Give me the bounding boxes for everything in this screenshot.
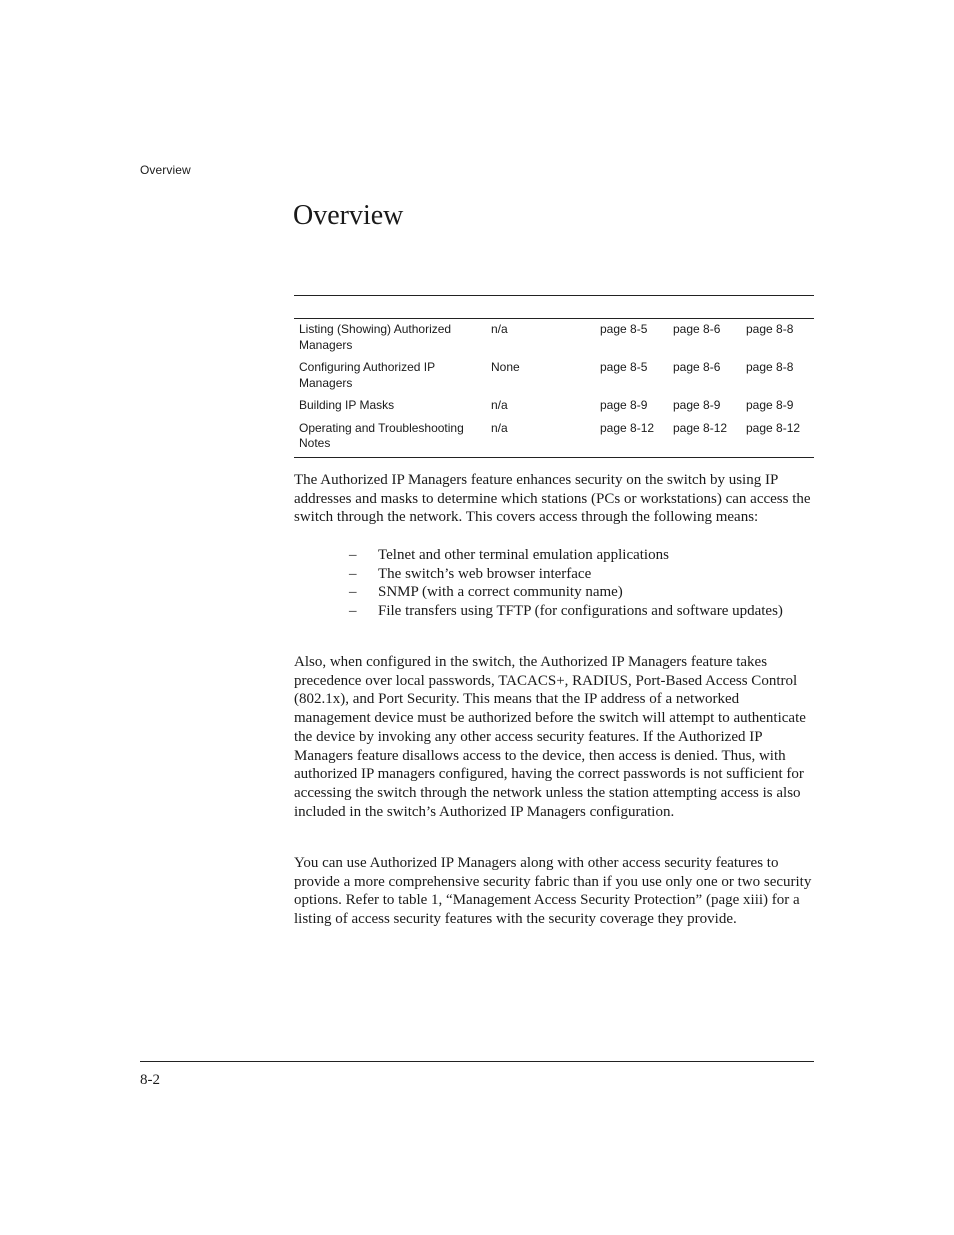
- list-item: [294, 583, 816, 602]
- access-means-list: [294, 546, 816, 621]
- list-item-text: The switch’s web browser interface: [378, 565, 592, 582]
- dash-bullet: –: [349, 547, 357, 563]
- footer-rule: [140, 1061, 814, 1062]
- menu-ref-cell: page 8-5: [600, 360, 648, 374]
- cli-ref-cell: page 8-6: [673, 360, 721, 374]
- menu-ref-cell: page 8-9: [600, 398, 648, 412]
- cli-ref-cell: page 8-12: [673, 420, 728, 435]
- default-cell: n/a: [491, 398, 508, 412]
- page-title: Overview: [293, 200, 404, 231]
- web-ref-cell: page 8-8: [746, 360, 794, 374]
- table-body: [294, 319, 814, 457]
- dash-bullet: –: [349, 603, 357, 620]
- precedence-paragraph: Also, when configured in the switch, the Authorized IP Managers feature takes precedence over local passwords, TACACS+, RADIUS, Port-Based Access Control (802.1x), and Port Security. This means that the IP address of a networked management device must be authorized before the switch will attempt to authenticate the device by invoking any other access security features. If the Authorized IP Managers feature disallows access to the device, then access is denied. Thus, with authorized IP managers configured, having the correct passwords is not sufficient for accessing the switch through the network unless the station attempting access is also included in the switch’s Authorized IP Managers configuration.: [294, 654, 806, 820]
- default-cell: None: [491, 360, 520, 374]
- feature-cell: Listing (Showing) Authorized Managers: [299, 322, 452, 352]
- menu-ref-cell: page 8-12: [600, 420, 655, 435]
- table-row: [294, 421, 814, 452]
- cli-ref-cell: page 8-9: [673, 398, 721, 412]
- list-item: [294, 546, 816, 565]
- list-item-text: SNMP (with a correct community name): [378, 584, 623, 601]
- list-item-text: File transfers using TFTP (for configurations and software updates): [378, 603, 783, 620]
- web-ref-cell: page 8-12: [746, 420, 801, 435]
- default-cell: n/a: [491, 420, 508, 435]
- combination-paragraph: You can use Authorized IP Managers along with other access security features to provide a more comprehensive security fabric than if you use only one or two security options. Refer to table 1, “Management Access Security Protection” (page xiii) for a listing of access security features with the security coverage they provide.: [294, 855, 812, 928]
- running-head: Overview: [140, 163, 191, 177]
- page-number: 8-2: [140, 1072, 160, 1088]
- dash-bullet: –: [349, 584, 357, 601]
- dash-bullet: –: [349, 565, 357, 582]
- intro-paragraph: The Authorized IP Managers feature enhances security on the switch by using IP addresses and masks to determine which stations (PCs or workstations) can access the switch through the network. This covers access through the following means:: [294, 472, 811, 526]
- list-item: [294, 602, 816, 621]
- feature-cell: Configuring Authorized IP Managers: [299, 360, 435, 390]
- menu-ref-cell: page 8-5: [600, 322, 648, 336]
- table-row: [294, 322, 814, 353]
- feature-cell: Operating and Troubleshooting Notes: [299, 420, 464, 450]
- default-cell: n/a: [491, 322, 508, 336]
- web-ref-cell: page 8-8: [746, 322, 794, 336]
- cli-ref-cell: page 8-6: [673, 322, 721, 336]
- list-item: [294, 565, 816, 584]
- table-header: [294, 296, 814, 319]
- web-ref-cell: page 8-9: [746, 398, 794, 412]
- table-row: [294, 398, 814, 414]
- table-row: [294, 360, 814, 391]
- feature-cell: Building IP Masks: [299, 398, 395, 412]
- list-item-text: Telnet and other terminal emulation applications: [378, 547, 669, 563]
- feature-table: [294, 295, 814, 458]
